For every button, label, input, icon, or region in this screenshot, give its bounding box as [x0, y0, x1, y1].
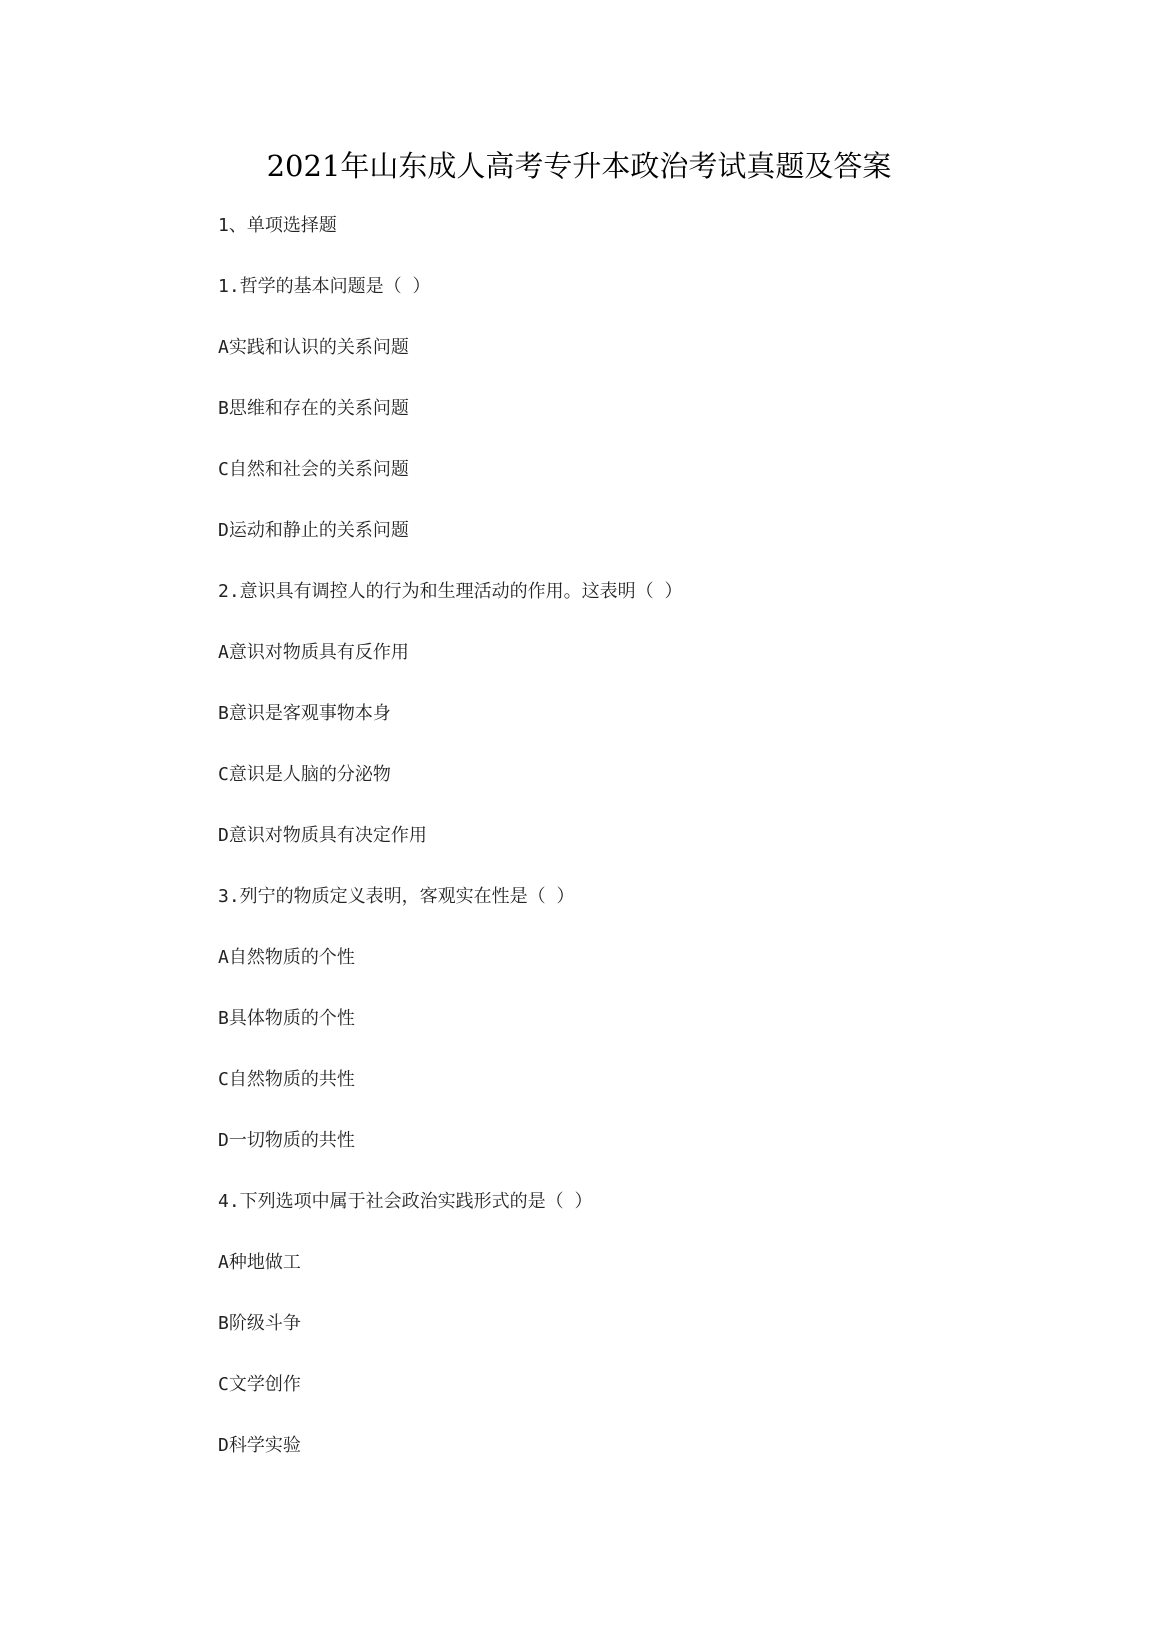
question-4-option-a: A种地做工	[218, 1252, 301, 1273]
document-title: 2021年山东成人高考专升本政治考试真题及答案	[266, 149, 892, 183]
question-1-option-b: B思维和存在的关系问题	[218, 398, 409, 419]
question-4-stem: 4.下列选项中属于社会政治实践形式的是（ ）	[218, 1191, 593, 1212]
question-2-stem: 2.意识具有调控人的行为和生理活动的作用。这表明（ ）	[218, 581, 683, 602]
question-3-option-b: B具体物质的个性	[218, 1008, 355, 1029]
question-1-option-c: C自然和社会的关系问题	[218, 459, 409, 480]
question-4-option-d: D科学实验	[218, 1435, 301, 1456]
question-3-stem: 3.列宁的物质定义表明，客观实在性是（ ）	[218, 886, 575, 907]
question-4-option-b: B阶级斗争	[218, 1313, 301, 1334]
question-2-option-c: C意识是人脑的分泌物	[218, 764, 391, 785]
question-1-option-a: A实践和认识的关系问题	[218, 337, 409, 358]
question-2-option-d: D意识对物质具有决定作用	[218, 825, 427, 846]
question-3-option-a: A自然物质的个性	[218, 947, 355, 968]
question-2-option-b: B意识是客观事物本身	[218, 703, 391, 724]
question-3-option-d: D一切物质的共性	[218, 1130, 355, 1151]
question-3-option-c: C自然物质的共性	[218, 1069, 355, 1090]
section-heading: 1、单项选择题	[218, 215, 337, 236]
question-2-option-a: A意识对物质具有反作用	[218, 642, 409, 663]
question-1-stem: 1.哲学的基本问题是（ ）	[218, 276, 431, 297]
question-1-option-d: D运动和静止的关系问题	[218, 520, 409, 541]
question-4-option-c: C文学创作	[218, 1374, 301, 1395]
